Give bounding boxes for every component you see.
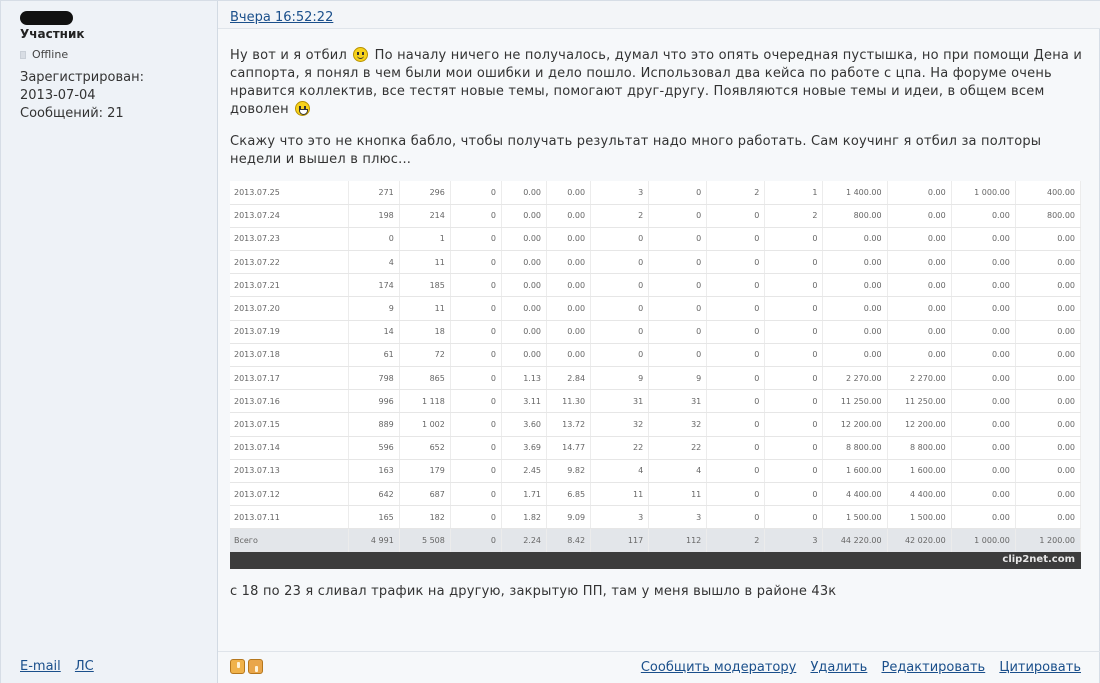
table-cell: 0 (450, 251, 501, 274)
table-cell: 11 (399, 251, 450, 274)
table-cell: 11.30 (547, 390, 591, 413)
status-text: Offline (32, 48, 69, 61)
table-cell: 32 (591, 413, 649, 436)
table-cell: 4 400.00 (887, 482, 951, 505)
table-cell: 1 118 (399, 390, 450, 413)
table-cell: 0 (765, 390, 823, 413)
table-cell: 3 (649, 506, 707, 529)
table-cell: 4 (649, 459, 707, 482)
table-cell-date: Всего (230, 529, 348, 552)
table-cell: 296 (399, 181, 450, 204)
table-row (230, 459, 1081, 482)
table-cell: 0.00 (1015, 274, 1080, 297)
author-contact-links (20, 659, 104, 674)
table-cell: 0 (649, 204, 707, 227)
table-cell: 0 (450, 529, 501, 552)
table-cell-date: 2013.07.23 (230, 227, 348, 250)
table-cell: 0 (450, 297, 501, 320)
table-cell: 0 (591, 320, 649, 343)
table-cell: 0 (707, 274, 765, 297)
table-cell: 596 (348, 436, 399, 459)
table-cell: 1 (765, 181, 823, 204)
table-cell: 179 (399, 459, 450, 482)
table-cell: 0.00 (547, 251, 591, 274)
table-cell: 0.00 (887, 227, 951, 250)
table-cell: 0 (765, 436, 823, 459)
table-row (230, 482, 1081, 505)
table-cell: 0.00 (951, 251, 1015, 274)
table-cell: 0 (591, 297, 649, 320)
table-cell: 3 (591, 506, 649, 529)
table-cell: 3.11 (501, 390, 546, 413)
table-cell: 0.00 (547, 274, 591, 297)
table-cell: 0.00 (1015, 390, 1080, 413)
smile-icon (353, 47, 368, 62)
table-cell: 11 250.00 (887, 390, 951, 413)
table-cell: 0.00 (951, 227, 1015, 250)
table-cell: 0.00 (887, 274, 951, 297)
table-cell: 0.00 (887, 343, 951, 366)
registered-label: Зарегистрирован: (20, 70, 144, 85)
table-cell: 0 (450, 227, 501, 250)
table-cell: 0 (450, 181, 501, 204)
table-cell: 2.45 (501, 459, 546, 482)
table-cell: 0 (450, 506, 501, 529)
table-cell: 9 (649, 367, 707, 390)
table-cell: 2 (707, 181, 765, 204)
table-cell: 2 (591, 204, 649, 227)
table-cell: 3 (765, 529, 823, 552)
table-cell: 0.00 (1015, 343, 1080, 366)
private-message-link[interactable]: ЛС (74, 659, 94, 674)
table-cell: 0 (649, 297, 707, 320)
table-cell: 12 200.00 (887, 413, 951, 436)
table-cell: 0.00 (547, 204, 591, 227)
table-cell: 0 (707, 297, 765, 320)
table-cell: 400.00 (1015, 181, 1080, 204)
table-cell: 0.00 (951, 320, 1015, 343)
table-cell: 0.00 (501, 204, 546, 227)
post-content (218, 1, 1100, 683)
table-cell: 165 (348, 506, 399, 529)
table-cell: 0 (450, 459, 501, 482)
thumbs-down-icon[interactable] (248, 659, 263, 674)
table-cell: 798 (348, 367, 399, 390)
table-cell: 0 (450, 436, 501, 459)
table-cell: 0 (707, 204, 765, 227)
table-cell: 0 (591, 227, 649, 250)
table-cell-date: 2013.07.21 (230, 274, 348, 297)
table-cell: 0 (591, 251, 649, 274)
table-cell: 0 (450, 390, 501, 413)
table-cell: 163 (348, 459, 399, 482)
table-cell: 214 (399, 204, 450, 227)
table-cell: 6.85 (547, 482, 591, 505)
table-cell: 0.00 (1015, 436, 1080, 459)
post-paragraph-3: с 18 по 23 я сливал трафик на другую, закрытую ПП, там у меня вышло в районе 43к (230, 584, 837, 599)
table-cell: 0.00 (887, 251, 951, 274)
table-cell: 0 (707, 482, 765, 505)
table-cell: 9.82 (547, 459, 591, 482)
table-cell: 1.13 (501, 367, 546, 390)
table-row (230, 343, 1081, 366)
table-cell-date: 2013.07.14 (230, 436, 348, 459)
thumbs-up-icon[interactable] (230, 659, 245, 674)
table-row (230, 297, 1081, 320)
table-cell: 0 (765, 227, 823, 250)
table-cell: 12 200.00 (823, 413, 887, 436)
table-row (230, 181, 1081, 204)
table-cell: 0.00 (501, 274, 546, 297)
table-cell: 0.00 (823, 251, 887, 274)
table-row (230, 227, 1081, 250)
table-cell: 1 200.00 (1015, 529, 1080, 552)
author-title: Участник (20, 27, 85, 41)
clip2net-logo: clip2net.com (1002, 554, 1075, 565)
edit-link[interactable]: Редактировать (881, 660, 986, 675)
table-cell: 9 (591, 367, 649, 390)
table-cell: 8 800.00 (887, 436, 951, 459)
table-cell: 271 (348, 181, 399, 204)
table-cell: 0 (707, 320, 765, 343)
author-name-redacted[interactable] (20, 11, 73, 25)
table-cell: 0.00 (887, 297, 951, 320)
table-cell: 0.00 (951, 459, 1015, 482)
table-cell: 0 (649, 227, 707, 250)
table-cell: 0.00 (951, 204, 1015, 227)
table-cell: 687 (399, 482, 450, 505)
table-cell: 22 (591, 436, 649, 459)
table-cell: 18 (399, 320, 450, 343)
table-cell: 44 220.00 (823, 529, 887, 552)
table-cell: 0 (450, 204, 501, 227)
table-cell: 0.00 (951, 297, 1015, 320)
table-cell: 0.00 (501, 251, 546, 274)
table-cell: 1 600.00 (823, 459, 887, 482)
table-cell: 0 (450, 413, 501, 436)
table-cell: 0 (707, 436, 765, 459)
table-cell: 0 (765, 506, 823, 529)
table-cell: 4 (591, 459, 649, 482)
rating-buttons (230, 659, 263, 674)
email-link[interactable]: E-mail (20, 659, 61, 674)
table-cell: 0 (707, 251, 765, 274)
table-cell: 0 (765, 367, 823, 390)
table-cell: 0 (765, 343, 823, 366)
table-total-row (230, 529, 1081, 552)
table-row (230, 274, 1081, 297)
grin-icon (295, 101, 310, 116)
table-cell: 1 400.00 (823, 181, 887, 204)
table-cell: 0 (649, 251, 707, 274)
table-cell: 0 (707, 343, 765, 366)
table-cell: 1.71 (501, 482, 546, 505)
table-cell: 4 991 (348, 529, 399, 552)
table-cell-date: 2013.07.13 (230, 459, 348, 482)
table-cell: 0.00 (1015, 297, 1080, 320)
table-cell: 0.00 (951, 506, 1015, 529)
post-header (218, 1, 1100, 29)
table-cell-date: 2013.07.19 (230, 320, 348, 343)
table-cell: 0 (649, 181, 707, 204)
stats-table (230, 181, 1081, 552)
table-cell: 0.00 (501, 181, 546, 204)
table-cell: 0 (450, 274, 501, 297)
table-cell: 0.00 (1015, 459, 1080, 482)
screenshot-footer-bar (230, 552, 1081, 569)
report-moderator-link[interactable]: Сообщить модератору (640, 660, 797, 675)
table-cell: 0.00 (951, 413, 1015, 436)
table-cell: 174 (348, 274, 399, 297)
table-row (230, 390, 1081, 413)
table-cell: 112 (649, 529, 707, 552)
table-cell: 0.00 (823, 343, 887, 366)
table-cell: 0.00 (887, 181, 951, 204)
table-row (230, 251, 1081, 274)
table-cell: 0 (450, 367, 501, 390)
table-cell: 0 (707, 459, 765, 482)
table-row (230, 204, 1081, 227)
table-cell: 1 500.00 (887, 506, 951, 529)
table-cell: 0.00 (1015, 227, 1080, 250)
table-cell: 1 000.00 (951, 181, 1015, 204)
table-cell: 0.00 (1015, 320, 1080, 343)
table-cell: 3.60 (501, 413, 546, 436)
table-cell: 185 (399, 274, 450, 297)
table-cell-date: 2013.07.11 (230, 506, 348, 529)
table-cell: 14.77 (547, 436, 591, 459)
table-row (230, 436, 1081, 459)
table-cell: 0 (649, 320, 707, 343)
table-cell: 0.00 (951, 343, 1015, 366)
table-cell: 11 (591, 482, 649, 505)
table-cell: 0.00 (501, 297, 546, 320)
table-cell: 0.00 (1015, 482, 1080, 505)
table-cell: 0.00 (823, 320, 887, 343)
table-cell: 2 270.00 (887, 367, 951, 390)
post-count: Сообщений: 21 (20, 106, 124, 121)
table-cell: 0 (765, 274, 823, 297)
table-cell: 0 (765, 482, 823, 505)
table-cell: 0.00 (823, 297, 887, 320)
post-author-sidebar (0, 1, 218, 683)
table-cell: 0.00 (887, 320, 951, 343)
table-cell: 72 (399, 343, 450, 366)
table-row (230, 367, 1081, 390)
table-cell: 889 (348, 413, 399, 436)
table-cell: 0 (707, 367, 765, 390)
table-cell: 0.00 (1015, 367, 1080, 390)
table-cell: 31 (591, 390, 649, 413)
status-dot-icon (20, 51, 26, 59)
table-cell: 11 250.00 (823, 390, 887, 413)
quote-link[interactable]: Цитировать (999, 660, 1081, 675)
table-cell: 800.00 (1015, 204, 1080, 227)
registered-date: 2013-07-04 (20, 88, 96, 103)
table-cell-date: 2013.07.24 (230, 204, 348, 227)
table-cell: 996 (348, 390, 399, 413)
table-cell: 3.69 (501, 436, 546, 459)
table-cell: 182 (399, 506, 450, 529)
table-cell: 2.24 (501, 529, 546, 552)
table-cell: 2 (765, 204, 823, 227)
table-cell: 0.00 (823, 227, 887, 250)
post-body (230, 47, 1085, 183)
table-cell: 0.00 (547, 297, 591, 320)
table-cell: 32 (649, 413, 707, 436)
table-cell: 0.00 (1015, 413, 1080, 436)
post-footer (218, 651, 1100, 683)
table-row (230, 320, 1081, 343)
delete-link[interactable]: Удалить (810, 660, 868, 675)
table-cell: 0.00 (951, 390, 1015, 413)
table-cell: 0.00 (547, 320, 591, 343)
table-cell-date: 2013.07.12 (230, 482, 348, 505)
table-cell: 1 500.00 (823, 506, 887, 529)
table-cell: 0.00 (547, 227, 591, 250)
table-cell: 1 000.00 (951, 529, 1015, 552)
table-cell: 2 270.00 (823, 367, 887, 390)
post-paragraph-1: Ну вот и я отбил По началу ничего не получалось, думал что это опять очередная пустышка, но при помощи Дена и саппорта, я понял в чем были мои ошибки и дело пошло. Использовал два кейса по работе с цпа. На форуме очень нравится коллектив, все тестят новые темы, помогают друг-другу. Появляются новые темы и идеи, в общем всем доволен (230, 48, 1083, 117)
stats-screenshot-image[interactable] (230, 181, 1081, 569)
table-cell: 9.09 (547, 506, 591, 529)
table-cell: 31 (649, 390, 707, 413)
table-cell: 0.00 (951, 367, 1015, 390)
table-cell: 0.00 (887, 204, 951, 227)
post-actions (631, 660, 1081, 675)
table-cell: 117 (591, 529, 649, 552)
table-cell: 0.00 (547, 181, 591, 204)
table-cell: 0.00 (823, 274, 887, 297)
table-cell: 0 (450, 482, 501, 505)
table-cell: 0.00 (1015, 251, 1080, 274)
table-cell: 5 508 (399, 529, 450, 552)
table-cell: 0 (707, 390, 765, 413)
table-cell: 8.42 (547, 529, 591, 552)
table-cell: 0 (591, 343, 649, 366)
table-cell: 0 (765, 297, 823, 320)
table-cell: 2 (707, 529, 765, 552)
table-cell: 0 (765, 459, 823, 482)
table-cell-date: 2013.07.20 (230, 297, 348, 320)
table-cell: 0 (765, 320, 823, 343)
table-cell: 42 020.00 (887, 529, 951, 552)
table-cell: 1 (399, 227, 450, 250)
table-cell: 22 (649, 436, 707, 459)
table-cell: 8 800.00 (823, 436, 887, 459)
table-cell: 0 (765, 413, 823, 436)
table-cell: 0 (707, 506, 765, 529)
table-cell: 11 (649, 482, 707, 505)
table-cell-date: 2013.07.16 (230, 390, 348, 413)
table-cell: 3 (591, 181, 649, 204)
table-cell: 652 (399, 436, 450, 459)
table-cell: 1.82 (501, 506, 546, 529)
table-cell: 0 (348, 227, 399, 250)
table-cell-date: 2013.07.17 (230, 367, 348, 390)
table-cell: 0.00 (501, 343, 546, 366)
author-info (20, 69, 144, 123)
table-cell: 0 (765, 251, 823, 274)
table-cell: 0.00 (501, 320, 546, 343)
table-cell: 13.72 (547, 413, 591, 436)
table-cell: 14 (348, 320, 399, 343)
table-cell: 11 (399, 297, 450, 320)
table-row (230, 413, 1081, 436)
table-cell: 0.00 (547, 343, 591, 366)
table-cell: 642 (348, 482, 399, 505)
table-cell: 9 (348, 297, 399, 320)
table-cell: 0 (450, 320, 501, 343)
post-paragraph-2: Скажу что это не кнопка бабло, чтобы получать результат надо много работать. Сам коучинг я отбил за полторы недели и вышел в плюс... (230, 134, 1042, 167)
table-cell: 0.00 (951, 482, 1015, 505)
table-cell-date: 2013.07.18 (230, 343, 348, 366)
table-cell: 0 (707, 413, 765, 436)
post-date-link[interactable]: Вчера 16:52:22 (230, 10, 334, 25)
table-cell: 0 (450, 343, 501, 366)
table-cell-date: 2013.07.15 (230, 413, 348, 436)
table-cell: 0 (707, 227, 765, 250)
table-cell: 800.00 (823, 204, 887, 227)
table-cell: 0 (649, 343, 707, 366)
table-cell: 865 (399, 367, 450, 390)
table-cell: 4 400.00 (823, 482, 887, 505)
table-cell: 61 (348, 343, 399, 366)
table-cell: 0 (591, 274, 649, 297)
table-cell: 1 600.00 (887, 459, 951, 482)
table-cell: 198 (348, 204, 399, 227)
table-cell: 0.00 (501, 227, 546, 250)
table-cell: 0 (649, 274, 707, 297)
table-cell: 1 002 (399, 413, 450, 436)
table-cell: 0.00 (951, 274, 1015, 297)
table-row (230, 506, 1081, 529)
table-cell: 4 (348, 251, 399, 274)
table-cell: 0.00 (1015, 506, 1080, 529)
table-cell-date: 2013.07.25 (230, 181, 348, 204)
online-status (20, 48, 68, 61)
table-cell: 0.00 (951, 436, 1015, 459)
table-cell: 2.84 (547, 367, 591, 390)
table-cell-date: 2013.07.22 (230, 251, 348, 274)
